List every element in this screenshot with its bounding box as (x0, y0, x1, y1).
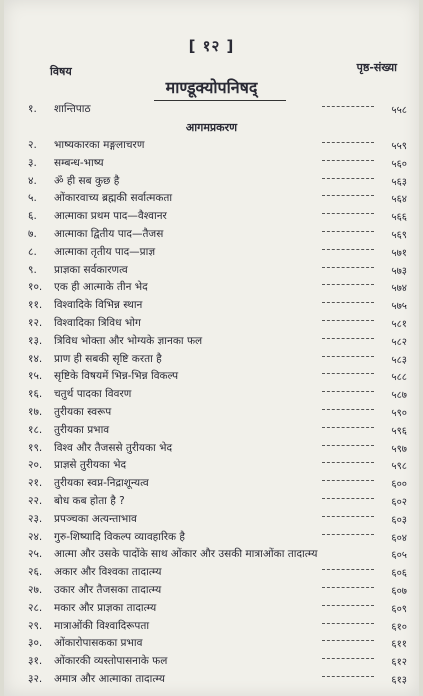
entry-page: ५५८ (391, 105, 407, 116)
leader-dashes (322, 249, 374, 250)
entry-page: ५८२ (391, 336, 407, 348)
entry-text: आत्माका द्वितीय पाद—तैजस (54, 228, 164, 240)
entry-text: सम्बन्ध-भाष्य (54, 156, 104, 169)
page-title: माण्डूक्योपनिषद् (165, 78, 258, 97)
entry-text: भाष्यकारका मङ्गलाचरण (54, 139, 145, 151)
entry-number: १५. (28, 370, 43, 383)
entry-number: ६. (28, 210, 37, 223)
toc-entry (4, 102, 419, 120)
entry-page: ६१३ (391, 675, 407, 686)
entry-page: ६०७ (391, 586, 407, 597)
leader-dashes (322, 498, 374, 499)
entry-page: ५७४ (391, 283, 407, 295)
entry-number: १९. (28, 441, 43, 454)
leader-dashes (322, 587, 374, 588)
toc-entry (4, 405, 419, 423)
leader-dashes (322, 231, 374, 232)
entry-page: ५६४ (391, 194, 407, 206)
leader-dashes (322, 409, 374, 410)
leader-dashes (322, 356, 374, 357)
toc-entry (4, 441, 419, 459)
toc-entry (4, 280, 419, 298)
entry-number: २७. (28, 584, 43, 596)
entry-page: ५८३ (391, 354, 407, 366)
entry-number: ९. (28, 263, 37, 276)
entry-number: १७. (28, 406, 43, 418)
entry-number: २६. (28, 566, 43, 579)
toc-entry (4, 334, 419, 352)
book-page (4, 0, 419, 696)
entry-page: ५६० (391, 158, 407, 170)
entry-number: ११. (28, 299, 43, 312)
entry-number: ५. (28, 192, 37, 205)
toc-entry (4, 601, 419, 619)
entry-page: ६०५ (391, 550, 407, 562)
toc-entry (4, 458, 419, 476)
entry-text: प्रपञ्चका अत्यन्ताभाव (54, 512, 137, 525)
entry-page: ६०२ (391, 497, 407, 508)
entry-number: ३२. (28, 673, 43, 685)
entry-number: १३. (28, 334, 43, 347)
entry-text: तुरीयका स्वप्न-निद्राशून्यत्व (54, 477, 149, 490)
entry-number: १०. (28, 281, 43, 294)
entry-page: ६०४ (391, 532, 407, 544)
subject-column-header: विषय (50, 65, 72, 78)
entry-number: २०. (28, 459, 43, 472)
title-underline (154, 100, 286, 101)
entry-number: २१. (28, 477, 43, 490)
leader-dashes (322, 160, 374, 161)
toc-entry (4, 654, 419, 672)
entry-page: ६११ (391, 639, 407, 651)
entry-page: ५७३ (391, 265, 407, 277)
entry-number: २९. (28, 619, 43, 632)
leader-dashes (322, 178, 374, 179)
page-number: [ १२ ] (188, 37, 235, 55)
entry-page: ५६३ (391, 176, 407, 188)
entry-page: ५८८ (391, 372, 407, 384)
entry-number: २. (28, 139, 37, 151)
entry-page: ६१२ (391, 657, 407, 669)
entry-page: ५८७ (391, 390, 407, 402)
entry-page: ६०९ (391, 603, 407, 615)
entry-text: गुरु-शिष्यादि विकल्प व्यावहारिक है (54, 530, 185, 543)
leader-dashes (322, 213, 374, 214)
entry-text: सृष्टिके विषयमें भिन्न-भिन्न विकल्प (54, 370, 179, 383)
entry-text: त्रिविध भोक्ता और भोग्यके ज्ञानका फल (54, 334, 203, 347)
entry-number: ३. (28, 156, 37, 169)
entry-text: मकार और प्राज्ञका तादात्म्य (54, 601, 157, 614)
entry-page: ५९० (391, 408, 407, 419)
entry-text: ॐ ही सब कुछ है (54, 174, 120, 187)
entry-text: ओंकारोपासकका प्रभाव (54, 637, 143, 650)
entry-text: तुरीयका प्रभाव (54, 423, 110, 436)
leader-dashes (322, 106, 374, 107)
leader-dashes (322, 142, 374, 143)
toc-entry (4, 636, 419, 654)
entry-text: प्राज्ञका सर्वकारणत्व (54, 263, 128, 276)
entry-number: १२. (28, 317, 43, 329)
leader-dashes (322, 480, 374, 481)
toc-entry (4, 369, 419, 387)
entry-page: ५९८ (391, 461, 407, 473)
toc-entry (4, 263, 419, 281)
entry-page: ५६६ (391, 212, 407, 224)
toc-entry (4, 209, 419, 227)
leader-dashes (322, 445, 374, 446)
entry-number: १४. (28, 352, 43, 365)
entry-text: ओंकारकी व्यस्तोपासनाके फल (54, 655, 168, 668)
toc-entry (4, 156, 419, 174)
entry-page: ५७५ (391, 301, 407, 313)
toc-entry (4, 423, 419, 441)
leader-dashes (322, 658, 374, 659)
leader-dashes (322, 462, 374, 463)
entry-page: ६०६ (391, 568, 407, 580)
toc-entry (4, 619, 419, 637)
leader-dashes (322, 284, 374, 285)
leader-dashes (322, 391, 374, 392)
toc-entry (4, 565, 419, 583)
toc-entry (4, 227, 419, 245)
entry-number: ७. (28, 228, 37, 240)
entry-text: आत्माका तृतीय पाद—प्राज्ञ (54, 245, 156, 258)
leader-dashes (322, 640, 374, 641)
entry-text: तुरीयका स्वरूप (54, 406, 112, 418)
entry-number: २३. (28, 512, 43, 525)
toc-entry (4, 352, 419, 370)
entry-page: ५७१ (391, 247, 407, 259)
entry-number: १८. (28, 423, 43, 436)
entry-text: बोध कब होता है ? (54, 495, 125, 507)
entry-text: प्राण ही सबकी सृष्टि करता है (54, 352, 162, 365)
toc-entry (4, 298, 419, 316)
leader-dashes (322, 569, 374, 570)
entry-text: अकार और विश्वका तादात्म्य (54, 566, 162, 579)
leader-dashes (322, 267, 374, 268)
toc-entry (4, 174, 419, 192)
entry-text: चतुर्थ पादका विवरण (54, 388, 132, 401)
entry-text: प्राज्ञसे तुरीयका भेद (54, 459, 127, 472)
entry-page: ५८१ (391, 319, 407, 330)
entry-number: २८. (28, 601, 43, 614)
entry-number: ३०. (28, 637, 43, 650)
toc-entry (4, 547, 419, 565)
entry-page: ६०३ (391, 514, 407, 526)
entry-page: ६१० (391, 621, 407, 633)
toc-entry (4, 387, 419, 405)
toc-entry (4, 530, 419, 548)
toc-entry (4, 583, 419, 601)
toc-entry (4, 672, 419, 690)
entry-text: शान्तिपाठ (54, 103, 91, 115)
leader-dashes (322, 623, 374, 624)
entry-number: ८. (28, 245, 37, 258)
entry-page: ५६९ (391, 230, 407, 241)
entry-text: विश्व और तैजससे तुरीयका भेद (54, 441, 173, 454)
entry-page: ५५९ (391, 141, 407, 152)
leader-dashes (322, 516, 374, 517)
entry-number: ४. (28, 174, 37, 187)
toc-entry (4, 494, 419, 512)
leader-dashes (322, 534, 374, 535)
entry-page: ५९७ (391, 443, 407, 455)
leader-dashes (322, 338, 374, 339)
entry-text: ओंकारवाच्य ब्रह्मकी सर्वात्मकता (54, 192, 173, 205)
page-count-column-header: पृष्ठ-संख्या (356, 61, 397, 74)
leader-dashes (322, 427, 374, 428)
toc-entry (4, 245, 419, 263)
toc-entry (4, 316, 419, 334)
entry-text: अमात्र और आत्माका तादात्म्य (54, 673, 165, 685)
entry-number: २४. (28, 530, 43, 543)
entry-number: २५. (28, 548, 43, 561)
entry-number: १६. (28, 388, 43, 401)
entry-number: १. (28, 103, 37, 115)
leader-dashes (322, 373, 374, 374)
toc-entry (4, 476, 419, 494)
leader-dashes (322, 320, 374, 321)
entry-text: विश्वादिका त्रिविध भोग (54, 317, 141, 329)
toc-entry (4, 191, 419, 209)
entry-text: विश्वादिके विभिन्न स्थान (54, 299, 143, 312)
entry-text: उकार और तैजसका तादात्म्य (54, 584, 162, 596)
toc-entry (4, 138, 419, 156)
entry-text: एक ही आत्माके तीन भेद (54, 281, 148, 294)
entry-text: आत्मा और उसके पादोंके साथ ओंकार और उसकी मात्राओंका तादात्म्य (54, 548, 318, 561)
entry-number: ३१. (28, 655, 43, 668)
leader-dashes (322, 302, 374, 303)
leader-dashes (322, 605, 374, 606)
leader-dashes (322, 676, 374, 677)
leader-dashes (322, 195, 374, 196)
entry-text: आत्माका प्रथम पाद—वैश्वानर (54, 210, 167, 223)
section-heading: आगमप्रकरण (185, 121, 238, 134)
toc-entry (4, 512, 419, 530)
entry-text: मात्राओंकी विश्वादिरूपता (54, 619, 150, 632)
entry-page: ५९६ (391, 425, 407, 437)
entry-page: ६०० (391, 479, 407, 491)
entry-number: २२. (28, 495, 43, 507)
